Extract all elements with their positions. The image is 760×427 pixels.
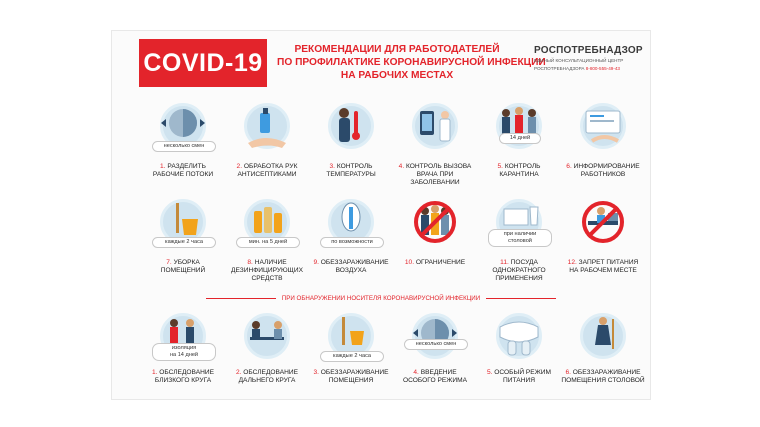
- rec-number: 12.: [567, 259, 577, 266]
- cleaner-person-icon: [568, 313, 638, 365]
- rec-caption: [476, 163, 562, 179]
- disinfectant-tag: мин. на 5 дней: [236, 237, 300, 248]
- rec-number: 7.: [166, 259, 172, 266]
- org-line: [534, 66, 646, 72]
- caption-line: ОБСЛЕДОВАНИЕ: [243, 369, 299, 376]
- rec-number: 6.: [566, 163, 572, 170]
- rec-caption: [308, 163, 394, 179]
- people-group-icon: [484, 103, 554, 155]
- caption-line: СРЕДСТВ: [251, 275, 283, 283]
- info-board-icon: [568, 103, 638, 155]
- caption-line: КАРАНТИНА: [499, 171, 539, 179]
- tag-line: на 14 дней: [169, 352, 199, 358]
- caption-line: ВРАЧА ПРИ ЗАБОЛЕВАНИИ: [410, 171, 460, 187]
- caption-line: АНТИСЕПТИКАМИ: [237, 171, 297, 179]
- caption-line: ПОМЕЩЕНИЯ СТОЛОВОЙ: [561, 377, 645, 385]
- tag-line: изоляция: [171, 345, 197, 351]
- rec-caption: [392, 369, 478, 385]
- caption-line: КОНТРОЛЬ: [504, 163, 541, 170]
- prohibition-icon: [582, 201, 624, 243]
- sanitizer-icon: [232, 103, 302, 155]
- title-line: НА РАБОЧИХ МЕСТАХ: [340, 70, 454, 81]
- caption-line: НАЛИЧИЕ: [254, 259, 287, 266]
- org-phone: 8-800-555-49-43: [585, 66, 620, 71]
- rec-number: 3.: [329, 163, 335, 170]
- org-name: РОСПОТРЕБНАДЗОР: [534, 45, 643, 56]
- rec-caption: [560, 163, 646, 179]
- rec-caption: [392, 259, 478, 267]
- covid-logo: COVID-19: [139, 39, 267, 87]
- caption-line: КОНТРОЛЬ: [336, 163, 373, 170]
- poster-title: [277, 43, 546, 82]
- shift-tag: несколько смен: [152, 141, 216, 152]
- caption-line: БЛИЗКОГО КРУГА: [154, 377, 212, 385]
- rec-number: 5.: [486, 369, 493, 376]
- caption-line: ПОМЕЩЕНИЙ: [160, 267, 206, 275]
- isolation-tag: [152, 343, 216, 361]
- mask-gloves-icon: [484, 313, 554, 365]
- rec-caption: [140, 369, 226, 385]
- rec-number: 8.: [247, 259, 253, 266]
- section-heading: ПРИ ОБНАРУЖЕНИИ НОСИТЕЛЯ КОРОНАВИРУСНОЙ ИНФЕКЦИИ: [112, 295, 650, 302]
- caption-line: ОБРАБОТКА РУК: [243, 163, 298, 170]
- rec-number: 4.: [413, 369, 419, 376]
- rec-number: 2.: [236, 163, 243, 170]
- rec-caption: [140, 163, 226, 179]
- title-line: РЕКОМЕНДАЦИИ ДЛЯ РАБОТОДАТЕЛЕЙ: [294, 44, 500, 55]
- quarantine-tag: 14 дней: [499, 133, 541, 144]
- caption-line: ОБЕЗЗАРАЖИВАНИЕ: [320, 259, 389, 266]
- caption-line: НА РАБОЧЕМ МЕСТЕ: [569, 267, 637, 275]
- rec-caption: [476, 369, 562, 385]
- rec-number: 9.: [313, 259, 319, 266]
- air-tag: по возможности: [320, 237, 384, 248]
- dishes-tag: [488, 229, 552, 247]
- caption-line: ИНФОРМИРОВАНИЕ: [573, 163, 640, 170]
- caption-line: ВВЕДЕНИЕ: [420, 369, 457, 376]
- meeting-icon: [232, 313, 302, 365]
- org-line: ЕДИНЫЙ КОНСУЛЬТАЦИОННЫЙ ЦЕНТР: [534, 58, 624, 63]
- caption-line: ЗАПРЕТ ПИТАНИЯ: [578, 259, 639, 266]
- caption-line: РАЗДЕЛИТЬ: [167, 163, 206, 170]
- prohibition-icon: [414, 201, 456, 243]
- rec-number: 3.: [313, 369, 319, 376]
- rec-caption: [224, 369, 310, 385]
- caption-line: ДАЛЬНЕГО КРУГА: [238, 377, 296, 385]
- caption-line: ОСОБЫЙ РЕЖИМ: [494, 369, 552, 376]
- caption-line: УБОРКА: [173, 259, 200, 266]
- tag-line: при наличии: [503, 231, 537, 237]
- caption-line: РАБОЧИЕ ПОТОКИ: [152, 171, 214, 179]
- rec-number: 6.: [565, 369, 571, 376]
- caption-line: ПОСУДА: [510, 259, 538, 266]
- caption-line: ПРИМЕНЕНИЯ: [495, 275, 543, 283]
- rec-number: 4.: [398, 163, 405, 170]
- org-prefix: РОСПОТРЕБНАДЗОРА: [534, 66, 585, 71]
- org-block: [534, 45, 646, 72]
- caption-line: РАБОТНИКОВ: [580, 171, 626, 179]
- caption-line: ОГРАНИЧЕНИЕ: [415, 259, 466, 266]
- thermometer-icon: [316, 103, 386, 155]
- rec-caption: [308, 259, 394, 275]
- caption-line: ТЕМПЕРАТУРЫ: [326, 171, 376, 179]
- room-cleaning-tag: каждые 2 часа: [320, 351, 384, 362]
- caption-line: КОНТРОЛЬ ВЫЗОВА: [406, 163, 472, 170]
- rec-caption: [392, 163, 478, 188]
- caption-line: ОБЕЗЗАРАЖИВАНИЕ: [320, 369, 389, 376]
- rec-number: 5.: [497, 163, 503, 170]
- rec-number: 11.: [500, 259, 509, 266]
- caption-line: ПОМЕЩЕНИЯ: [328, 377, 374, 385]
- caption-line: ОБСЛЕДОВАНИЕ: [159, 369, 215, 376]
- rec-caption: [224, 163, 310, 179]
- rec-caption: [560, 259, 646, 275]
- caption-line: ВОЗДУХА: [335, 267, 367, 275]
- rec-caption: [308, 369, 394, 385]
- title-line: ПО ПРОФИЛАКТИКЕ КОРОНАВИРУСНОЙ ИНФЕКЦИИ: [277, 57, 546, 68]
- rec-caption: [560, 369, 646, 385]
- caption-line: ОБЕЗЗАРАЖИВАНИЕ: [572, 369, 641, 376]
- rec-caption: [140, 259, 226, 275]
- rec-number: 1.: [151, 369, 158, 376]
- rec-number: 10.: [404, 259, 415, 266]
- caption-line: ОСОБОГО РЕЖИМА: [403, 377, 467, 385]
- rec-caption: [224, 259, 310, 284]
- caption-line: ОДНОКРАТНОГО: [492, 267, 546, 275]
- regime-tag: несколько смен: [404, 339, 468, 350]
- caption-line: ДЕЗИНФИЦИРУЮЩИХ: [231, 267, 303, 275]
- rec-number: 2.: [235, 369, 242, 376]
- cleaning-tag: каждые 2 часа: [152, 237, 216, 248]
- caption-line: ПИТАНИЯ: [503, 377, 535, 385]
- covid-poster: [111, 30, 651, 400]
- tag-line: столовой: [508, 238, 532, 244]
- rec-number: 1.: [160, 163, 166, 170]
- phone-doctor-icon: [400, 103, 470, 155]
- rec-caption: [476, 259, 562, 284]
